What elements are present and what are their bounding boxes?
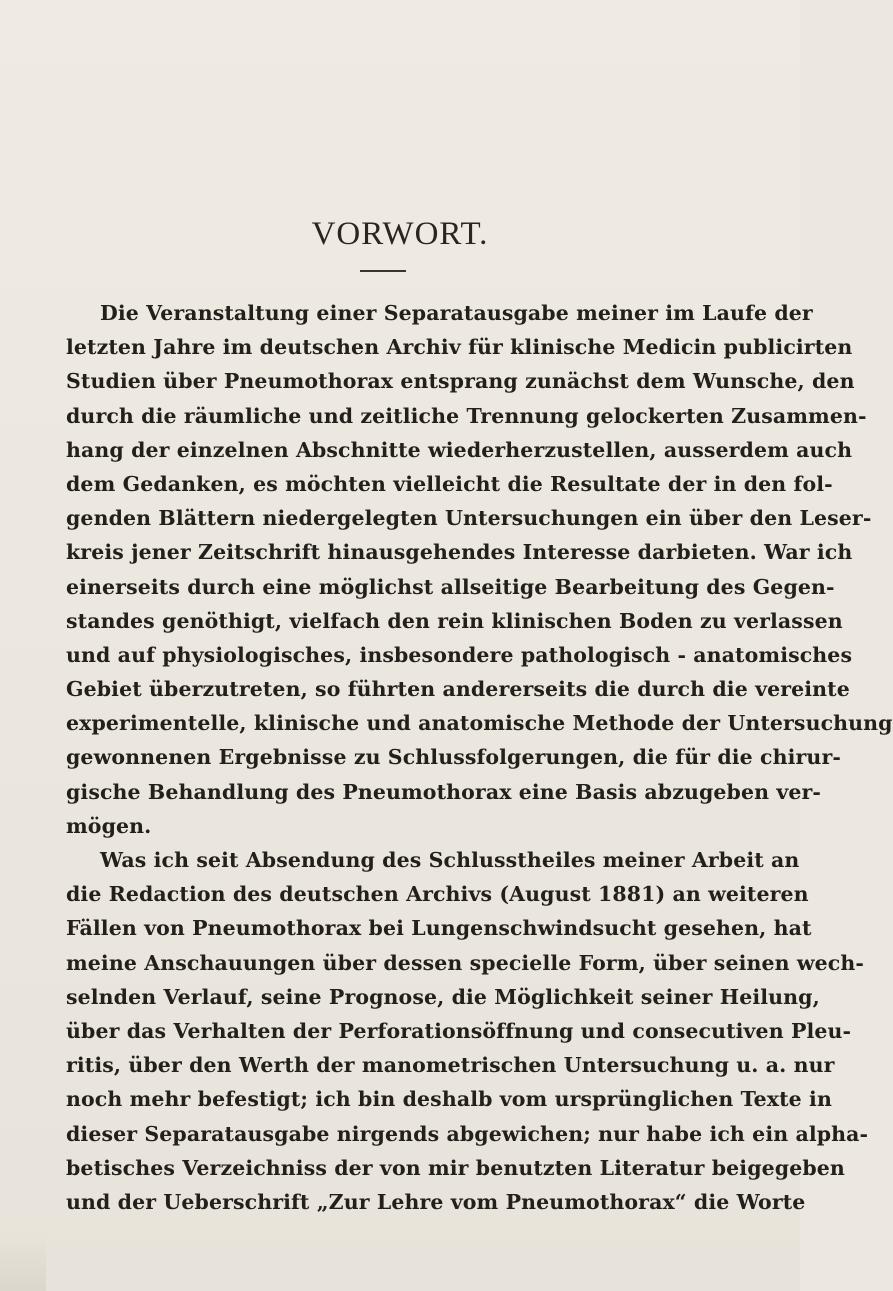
text-line: kreis jener Zeitschrift hinausgehendes Interesse darbieten. War ich [66,540,853,565]
text-line: hang der einzelnen Abschnitte wiederherzustellen, ausserdem auch [66,437,853,462]
text-line: gewonnenen Ergebnisse zu Schlussfolgerungen, die für die chirur- [66,745,841,770]
text-line: Die Veranstaltung einer Separatausgabe meiner im Laufe der [100,301,813,325]
text-line: dem Gedanken, es möchten vielleicht die Resultate der in den fol- [66,471,833,496]
page-title: VORWORT. [311,216,489,252]
text-line: dieser Separatausgabe nirgends abgewichen; nur habe ich ein alpha- [66,1121,869,1146]
text-line: experimentelle, klinische und anatomische Methode der Untersuchung [66,711,893,736]
text-line: betisches Verzeichniss der von mir benutzten Literatur beigegeben [66,1155,845,1180]
text-line: Gebiet überzutreten, so führten andererseits die durch die vereinte [66,677,850,702]
text-line: über das Verhalten der Perforationsöffnung und consecutiven Pleu- [66,1018,852,1043]
text-line: einerseits durch eine möglichst allseitige Bearbeitung des Gegen- [66,574,835,599]
text-line: und der Ueberschrift „Zur Lehre vom Pneumothorax“ die Worte [66,1189,806,1214]
page-edge-shadow [0,1236,46,1291]
text-line: durch die räumliche und zeitliche Trennung gelockerten Zusammen- [66,403,867,428]
preface-text [66,296,893,1219]
text-line: noch mehr befestigt; ich bin deshalb vom ursprünglichen Texte in [66,1087,832,1112]
title-divider [360,270,406,272]
text-line: ritis, über den Werth der manometrischen Untersuchung u. a. nur [66,1053,835,1078]
text-line: standes genöthigt, vielfach den rein klinischen Boden zu verlassen [66,608,843,633]
text-line: selnden Verlauf, seine Prognose, die Möglichkeit seiner Heilung, [66,984,820,1009]
text-line: meine Anschauungen über dessen specielle Form, über seinen wech- [66,950,864,975]
text-line: letzten Jahre im deutschen Archiv für klinische Medicin publicirten [66,335,853,360]
text-line: die Redaction des deutschen Archivs (August 1881) an weiteren [66,882,809,907]
text-line: Was ich seit Absendung des Schlusstheiles meiner Arbeit an [100,848,800,872]
text-line: Fällen von Pneumothorax bei Lungenschwindsucht gesehen, hat [66,916,812,941]
text-line: genden Blättern niedergelegten Untersuchungen ein über den Leser- [66,506,872,531]
text-line: und auf physiologisches, insbesondere pathologisch - anatomisches [66,642,853,667]
text-line: gische Behandlung des Pneumothorax eine Basis abzugeben ver- [66,779,822,804]
text-line: Studien über Pneumothorax entsprang zunächst dem Wunsche, den [66,369,855,394]
text-line: mögen. [66,813,152,838]
